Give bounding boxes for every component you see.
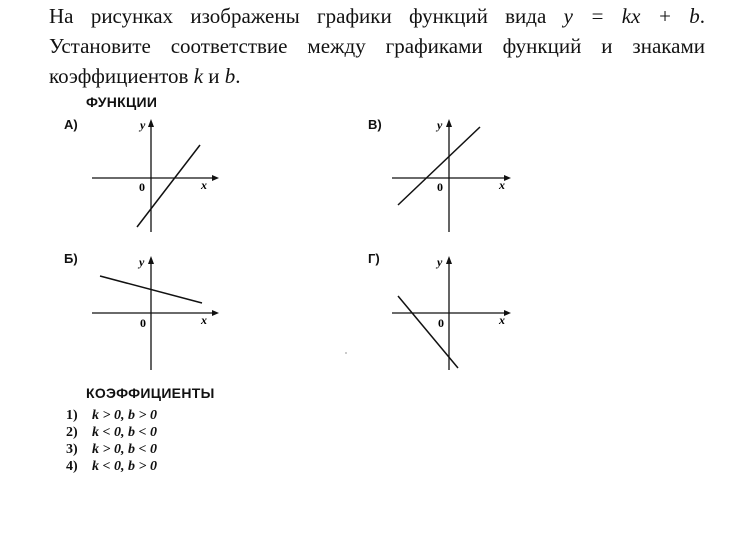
x-axis-arrow — [212, 175, 219, 181]
graph-b — [90, 250, 220, 372]
x-label: x — [499, 313, 505, 327]
graph-b-letter: Б) — [64, 251, 78, 266]
x-label: x — [201, 313, 207, 327]
coefficient-item: 1) k > 0, b > 0 — [66, 408, 157, 423]
x-label: x — [201, 178, 207, 192]
origin-label: 0 — [438, 316, 444, 330]
graph-g-letter: Г) — [368, 251, 380, 266]
y-axis-arrow — [148, 256, 154, 264]
coefficient-item: 3) k > 0, b < 0 — [66, 442, 157, 457]
origin-label: 0 — [140, 316, 146, 330]
x-axis-arrow — [504, 310, 511, 316]
graph-a-letter: А) — [64, 117, 78, 132]
y-label: y — [437, 118, 443, 132]
functions-heading: ФУНКЦИИ — [86, 94, 158, 110]
formula: y = kx + b — [563, 4, 700, 28]
y-axis-arrow — [446, 119, 452, 127]
task-line-1: На рисунках изображены графики функций вида y = kx + b. — [49, 4, 705, 28]
y-axis-arrow — [446, 256, 452, 264]
x-axis-arrow — [212, 310, 219, 316]
graph-g — [390, 250, 520, 372]
graph-a — [90, 115, 220, 235]
origin-label: 0 — [139, 180, 145, 194]
origin-label: 0 — [437, 180, 443, 194]
task-statement — [49, 1, 705, 91]
coefficient-item: 4) k < 0, b > 0 — [66, 459, 157, 474]
function-line — [137, 145, 200, 227]
coefficient-item: 2) k < 0, b < 0 — [66, 425, 157, 440]
coefficients-list — [66, 407, 157, 475]
y-axis-arrow — [148, 119, 154, 127]
task-line-3: коэффициентов k и b. — [49, 64, 241, 88]
y-label: y — [140, 118, 146, 132]
task-line-2: Установите соответствие между графиками функций и знаками — [49, 34, 705, 58]
graph-v-letter: В) — [368, 117, 382, 132]
y-label: y — [139, 255, 145, 269]
x-label: x — [499, 178, 505, 192]
scan-speck — [345, 352, 347, 354]
y-label: y — [437, 255, 443, 269]
graph-v — [390, 115, 520, 235]
x-axis-arrow — [504, 175, 511, 181]
coefficients-heading: КОЭФФИЦИЕНТЫ — [86, 385, 215, 401]
